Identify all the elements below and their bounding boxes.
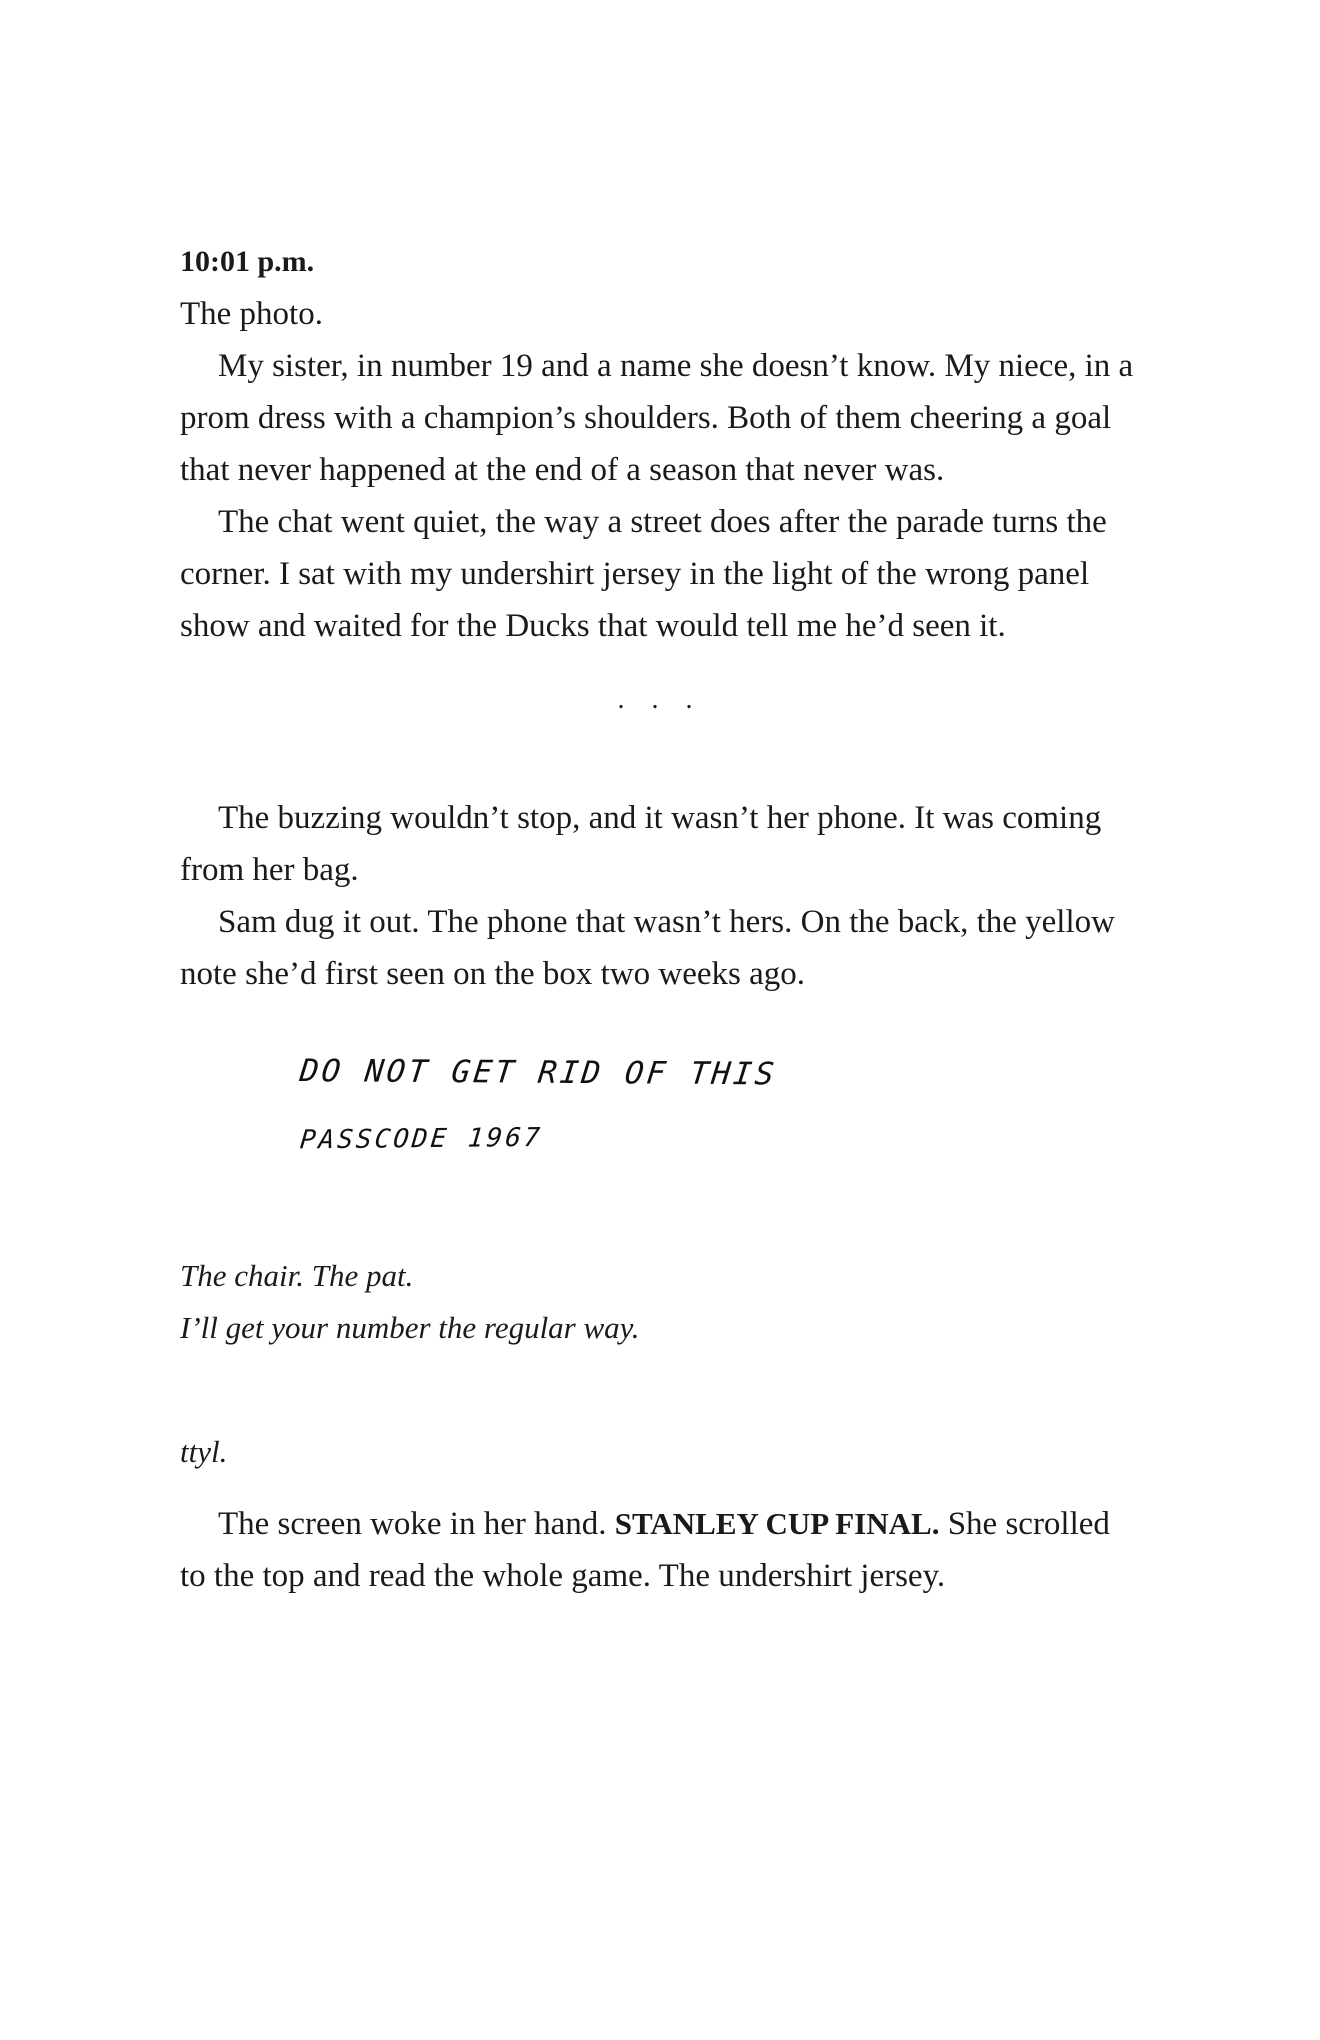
passcode-line: PASSCODE 1967 — [298, 1122, 544, 1156]
italic-message — [180, 1250, 1140, 1354]
italic-line: I’ll get your number the regular way. — [180, 1310, 640, 1345]
handwritten-note — [297, 1048, 1140, 1162]
paragraph: The photo. — [180, 296, 323, 332]
note-line: DO NOT GET RID OF THIS — [297, 1053, 779, 1093]
paragraph — [180, 1498, 1140, 1602]
paragraph: The buzzing wouldn’t stop, and it wasn’t her phone. It was coming from her bag. — [180, 800, 1102, 888]
bold-phrase: STANLEY CUP FINAL. — [614, 1506, 940, 1541]
text-run: The screen woke in her hand. — [218, 1506, 615, 1542]
paragraph: Sam dug it out. The phone that wasn’t hers. On the back, the yellow note she’d first seen on the box two weeks ago. — [180, 904, 1115, 992]
paragraph: The chat went quiet, the way a street does after the parade turns the corner. I sat with my undershirt jersey in the light of the wrong panel show and waited for the Ducks that would tell me he’d seen it. — [180, 504, 1107, 644]
italic-line: The chair. The pat. — [180, 1258, 414, 1293]
scene-break: . . . — [617, 684, 703, 715]
page-body — [180, 236, 1140, 1602]
ttyl-line: ttyl. — [180, 1434, 228, 1469]
time-heading: 10:01 p.m. — [180, 245, 315, 278]
paragraph: My sister, in number 19 and a name she doesn’t know. My niece, in a prom dress with a champion’s shoulders. Both of them cheering a goal that never happened at the end of a season that never was. — [180, 348, 1134, 488]
text-run: She scrolled to the top and read the whole game. The undershirt jersey. — [180, 1506, 1110, 1594]
